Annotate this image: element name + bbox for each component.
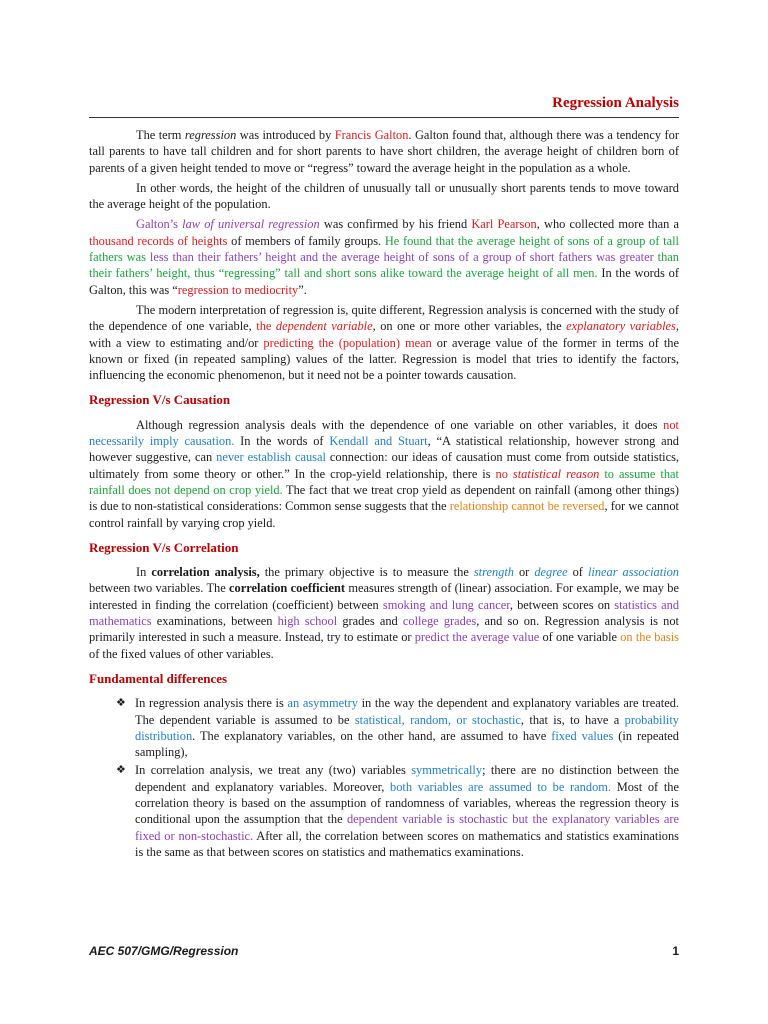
- text: The modern interpretation of regression is, quite different, Regression analysis is concerned with the study of the dependence of one variable,: [89, 302, 679, 334]
- paragraph-intro: [89, 127, 679, 176]
- name-kendall-stuart: Kendall and Stuart: [329, 434, 428, 449]
- text: measures strength of (linear) association. For example, we may be interested in finding the correlation (coefficient) between: [89, 581, 679, 612]
- highlight-not: not: [663, 417, 679, 432]
- footer-course-label: AEC 507/GMG/Regression: [89, 944, 239, 958]
- term-linear-association: linear association: [587, 565, 679, 580]
- term-regression: regression: [184, 128, 237, 142]
- text: of members of family groups.: [227, 233, 385, 248]
- text: . The explanatory variables, on the other hand, are assumed to have: [192, 728, 552, 743]
- text: (in repeated sampling),: [135, 728, 679, 760]
- highlight-regressing: than their fathers’ height, thus “regressing” tall and short sons alike toward the average height of all men.: [89, 250, 679, 281]
- text: of one variable: [539, 630, 621, 645]
- text: of the fixed values of other variables.: [89, 646, 274, 661]
- paragraph-pearson: [89, 216, 679, 297]
- text: examinations, between: [151, 614, 278, 629]
- text: connection: our ideas of causation must come from outside statistics, ultimately from some theory or other.” In the crop-yield relationship, there is: [89, 450, 680, 481]
- text: , on one or more other variables, the: [372, 319, 567, 334]
- text: was: [122, 250, 150, 265]
- text: In regression analysis there is: [135, 696, 288, 711]
- highlight-smoking-lung-cancer: smoking and lung cancer: [382, 597, 510, 612]
- list-item: [116, 762, 680, 860]
- text: , and so on. Regression analysis is not primarily interested in such a measure. Instead, try to estimate or: [89, 614, 679, 645]
- page-footer: [89, 944, 679, 958]
- text: Although regression analysis deals with the dependence of one variable on other variables, it does: [136, 417, 664, 432]
- text: , that is, to have a: [520, 712, 625, 727]
- header-rule: [89, 117, 679, 118]
- text: The term: [136, 128, 185, 142]
- highlight-statistics-mathematics: statistics and mathematics: [89, 597, 680, 629]
- highlight-never-establish: never establish causal: [216, 450, 326, 465]
- section-heading-causation: Regression V/s Causation: [89, 392, 231, 408]
- diamond-bullet-icon: ❖: [116, 764, 126, 777]
- paragraph-causation: [89, 417, 679, 531]
- diamond-bullet-icon: ❖: [116, 697, 126, 710]
- highlight-predict-average: predict the average value: [414, 630, 540, 645]
- highlight-thousand-records: thousand records of heights: [89, 233, 228, 248]
- term-law-universal-regression: law of universal regression: [182, 217, 320, 232]
- term-degree: degree: [534, 565, 568, 580]
- section-heading-differences: Fundamental differences: [89, 670, 228, 686]
- paragraph-correlation: [89, 564, 679, 662]
- name-karl-pearson: Karl Pearson: [471, 217, 537, 232]
- text: of: [567, 565, 588, 580]
- text: , “A statistical relationship, however strong and however suggestive, can: [89, 434, 680, 465]
- highlight-cannot-be-reversed: relationship cannot be reversed: [449, 499, 605, 514]
- term-correlation-analysis: correlation analysis,: [151, 565, 260, 580]
- paragraph-other-words: [89, 180, 679, 213]
- text: in the way the dependent and explanatory variables are treated. The dependent variable is assumed to be: [135, 696, 679, 727]
- highlight-no: no: [495, 466, 508, 481]
- highlight-imply-causation: necessarily imply causation.: [89, 434, 235, 449]
- term-correlation-coefficient: correlation coefficient: [229, 581, 345, 596]
- highlight-on-the-basis: on the basis: [620, 630, 679, 645]
- highlight-fixed-values: fixed values: [551, 728, 614, 743]
- term-strength: strength: [473, 565, 514, 580]
- text-galtons: Galton’s: [136, 217, 183, 232]
- highlight-dependent-stochastic: dependent variable is stochastic but the explanatory variables are fixed or non-stochastic.: [135, 812, 679, 843]
- text: was introduced by: [236, 128, 335, 142]
- text: , who collected more than a: [536, 217, 679, 232]
- term-regression-to-mediocrity: regression to mediocrity: [177, 282, 299, 297]
- term-dependent-variable: dependent variable: [275, 319, 373, 334]
- list-item: [116, 695, 679, 760]
- text: or average value of the former in terms of the known or fixed (in repeated sampling) values of the latter. Regression is model that tries to identify the factors, influencing the economic phenomenon, but it need not be a pointer towards causation.: [89, 335, 679, 383]
- text: the: [256, 319, 276, 334]
- term-explanatory-variables: explanatory variables: [566, 319, 676, 334]
- section-heading-correlation: Regression V/s Correlation: [89, 539, 239, 555]
- text: , with a view to estimating and/or: [89, 319, 679, 350]
- document-body: [89, 127, 679, 862]
- highlight-both-random: both variables are assumed to be random.: [390, 779, 611, 794]
- text: In the words of: [234, 434, 330, 449]
- text: In other words, the height of the children of unusually tall or unusually short parents tends to move toward the average height of the population.: [89, 180, 679, 212]
- text: ; there are no distinction between the dependent and explanatory variables. Moreover,: [135, 763, 679, 794]
- page-number: 1: [672, 944, 679, 958]
- highlight-rainfall: to assume that rainfall does not depend on crop yield.: [89, 466, 679, 497]
- highlight-high-school: high school: [277, 614, 338, 629]
- highlight-symmetrically: symmetrically: [411, 763, 483, 778]
- highlight-probability-distribution: probability distribution: [135, 712, 679, 743]
- term-statistical-reason: statistical reason: [507, 466, 600, 481]
- paragraph-modern-interpretation: [89, 302, 679, 383]
- text: The fact that we treat crop yield as dependent on rainfall (among other things) is due to non-statistical considerations: Common sense suggests that the: [89, 482, 680, 514]
- highlight-less-greater: less than their fathers’ height and the average height of sons of a group of short fathers was greater: [149, 250, 654, 265]
- name-francis-galton: Francis Galton: [334, 128, 409, 142]
- text: After all, the correlation between scores on mathematics and statistics examinations is the same as that between scores on statistics and mathematics examinations.: [135, 828, 679, 859]
- text: grades and: [337, 614, 403, 629]
- differences-list: [89, 695, 679, 860]
- highlight-stochastic: statistical, random, or stochastic: [354, 712, 521, 727]
- text: In the words of Galton, this was “: [89, 266, 679, 297]
- text: or: [513, 565, 535, 580]
- text: Most of the correlation theory is based on the assumption of randomness of variables, whereas the regression theory is conditional upon the assumption that the: [135, 779, 680, 827]
- text: In: [136, 565, 152, 580]
- highlight-asymmetry: an asymmetry: [287, 696, 358, 711]
- highlight-tall-fathers: He found that the average height of sons of a group of tall fathers: [89, 233, 679, 265]
- text: the primary objective is to measure the: [259, 565, 474, 580]
- text: , for we cannot control rainfall by varying crop yield.: [89, 499, 679, 530]
- highlight-predicting-mean: predicting the (population) mean: [263, 335, 432, 350]
- text: . Galton found that, although there was a tendency for tall parents to have tall children and for short parents to have short children, the average height of children born of parents of a given height tended to move or “regress” toward the average height in the population as a whole.: [89, 128, 679, 175]
- text: In correlation analysis, we treat any (two) variables: [135, 763, 412, 778]
- text: , between scores on: [509, 597, 615, 612]
- highlight-college-grades: college grades: [402, 614, 477, 629]
- text: was confirmed by his friend: [319, 217, 472, 232]
- running-header-title: Regression Analysis: [552, 95, 679, 111]
- text: ”.: [298, 282, 307, 297]
- text: between two variables. The: [89, 581, 230, 596]
